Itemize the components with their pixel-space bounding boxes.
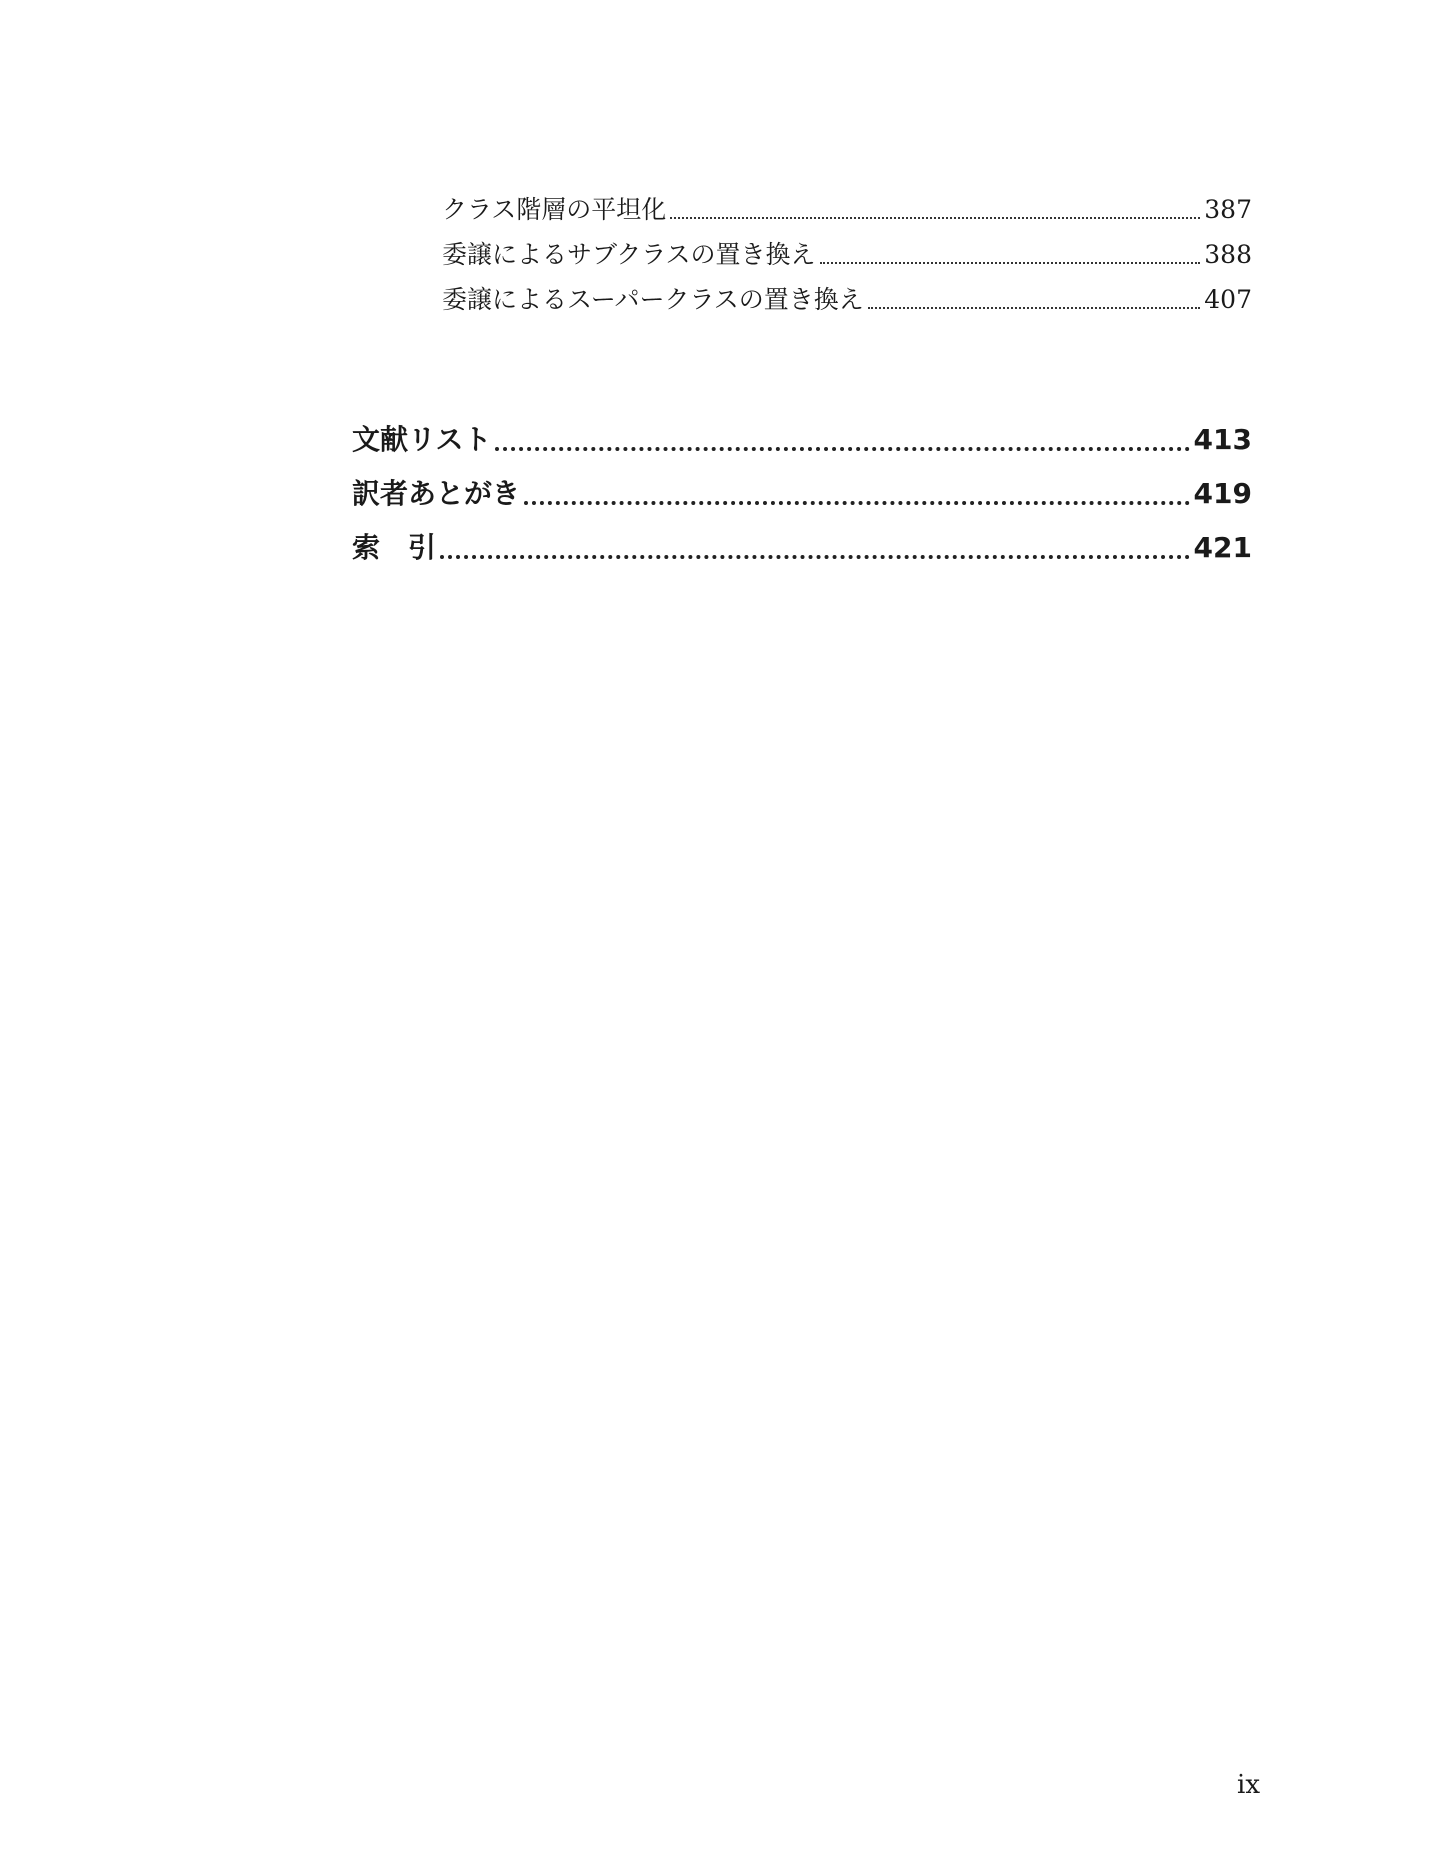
toc-page-number: 419 [1193, 477, 1252, 510]
dot-leader [670, 217, 1200, 219]
toc-entry-title: 文献リスト [352, 423, 492, 456]
toc-entry-title: 委譲によるサブクラスの置き換え [442, 240, 816, 269]
toc-sub-entry[interactable] [442, 280, 1252, 320]
toc-page-number: 387 [1204, 195, 1252, 224]
toc-sub-entry[interactable] [442, 190, 1252, 230]
page-folio: ix [1237, 1770, 1260, 1800]
toc-sub-entry[interactable] [442, 235, 1252, 275]
toc-page-number: 413 [1193, 423, 1252, 456]
toc-main-entry[interactable] [352, 472, 1252, 516]
toc-page-number: 388 [1204, 240, 1252, 269]
dot-leader [495, 447, 1189, 451]
toc-entry-title: 訳者あとがき [352, 477, 521, 510]
toc-page-number: 421 [1193, 531, 1252, 564]
toc-entry-title: 索 引 [352, 531, 437, 564]
toc-page-number: 407 [1204, 285, 1252, 314]
toc-entry-title: クラス階層の平坦化 [442, 195, 667, 224]
toc-entry-title: 委譲によるスーパークラスの置き換え [442, 285, 864, 314]
dot-leader [820, 262, 1201, 264]
toc-main-entry[interactable] [352, 418, 1252, 462]
toc-main-entry[interactable] [352, 526, 1252, 570]
dot-leader [868, 307, 1201, 309]
dot-leader [440, 555, 1190, 559]
dot-leader [524, 501, 1190, 505]
